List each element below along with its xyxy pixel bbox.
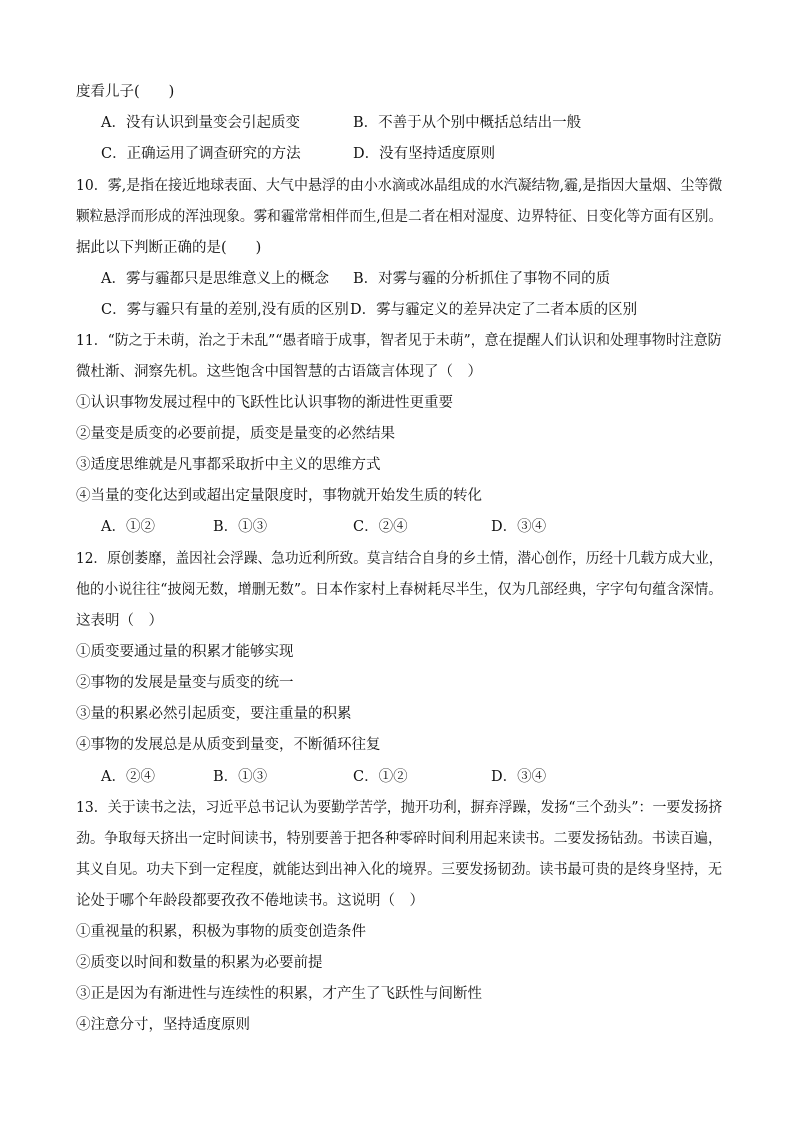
- q10-stem-line: 10．雾,是指在接近地球表面、大气中悬浮的由小水滴或冰晶组成的水汽凝结物,霾,是指因大量烟、尘等微: [76, 178, 723, 194]
- q10-stem-line: 据此以下判断正确的是( ): [76, 240, 262, 256]
- q13-stem-line: 13．关于读书之法，习近平总书记认为要勤学苦学，抛开功利，摒弃浮躁，发扬“三个劲头”：一要发扬挤: [76, 800, 723, 816]
- q12-statement: ②事物的发展是量变与质变的统一: [76, 675, 294, 691]
- q12-choice-b: B．①③: [213, 769, 268, 785]
- q12-statement: ①质变要通过量的积累才能够实现: [76, 644, 294, 660]
- q9-stem-tail: 度看儿子( ): [76, 84, 175, 100]
- q13-statement: ③正是因为有渐进性与连续性的积累，才产生了飞跃性与间断性: [76, 986, 482, 1002]
- q9-option-a: A．没有认识到量变会引起质变: [101, 115, 300, 131]
- q11-choice-d: D．③④: [491, 519, 547, 535]
- q13-statement: ②质变以时间和数量的积累为必要前提: [76, 955, 323, 971]
- q10-option-a: A．雾与霾都只是思维意义上的概念: [101, 271, 329, 287]
- q12-statement: ④事物的发展总是从质变到量变，不断循环往复: [76, 737, 381, 753]
- q12-statement: ③量的积累必然引起质变，要注重量的积累: [76, 706, 352, 722]
- q12-choice-a: A．②④: [101, 769, 155, 785]
- q12-stem-line: 这表明（ ）: [76, 613, 163, 629]
- q11-choice-a: A．①②: [101, 519, 155, 535]
- q13-statement: ④注意分寸，坚持适度原则: [76, 1017, 250, 1033]
- q11-stem-line: 11．“防之于未萌，治之于未乱”“愚者暗于成事，智者见于未萌”，意在提醒人们认识和处理事物时注意防: [76, 333, 722, 349]
- q9-option-b: B．不善于从个别中概括总结出一般: [353, 115, 582, 131]
- q11-choice-b: B．①③: [213, 519, 268, 535]
- q9-option-c: C．正确运用了调查研究的方法: [101, 146, 301, 162]
- q13-stem-line: 论处于哪个年龄段都要孜孜不倦地读书。这说明（ ）: [76, 893, 424, 909]
- q12-choice-d: D．③④: [491, 769, 547, 785]
- q9-option-d: D．没有坚持适度原则: [353, 146, 496, 162]
- q11-stem-line: 微杜渐、洞察先机。这些饱含中国智慧的古语箴言体现了（ ）: [76, 364, 482, 380]
- q10-option-b: B．对雾与霾的分析抓住了事物不同的质: [353, 271, 611, 287]
- q11-choice-c: C．②④: [353, 519, 408, 535]
- q13-stem-line: 劲。争取每天挤出一定时间读书，特别要善于把各种零碎时间利用起来读书。二要发扬钻劲。书读百遍，: [76, 831, 722, 847]
- q11-statement: ③适度思维就是凡事都采取折中主义的思维方式: [76, 457, 381, 473]
- q12-stem-line: 12．原创萎靡，盖因社会浮躁、急功近利所致。莫言结合自身的乡土情，潜心创作，历经十几载方成大业，: [76, 551, 723, 567]
- q13-stem-line: 其义自见。功夫下到一定程度，就能达到出神入化的境界。三要发扬韧劲。读书最可贵的是终身坚持，无: [76, 862, 722, 878]
- q10-option-c: C．雾与霾只有量的差别,没有质的区别: [101, 302, 349, 318]
- q13-statement: ①重视量的积累，积极为事物的质变创造条件: [76, 924, 366, 940]
- q10-stem-line: 颗粒悬浮而形成的浑浊现象。雾和霾常常相伴而生,但是二者在相对湿度、边界特征、日变化等方面有区别。: [76, 209, 723, 225]
- q11-statement: ②量变是质变的必要前提，质变是量变的必然结果: [76, 426, 395, 442]
- q12-choice-c: C．①②: [353, 769, 408, 785]
- q10-option-d: D．雾与霾定义的差异决定了二者本质的区别: [350, 302, 638, 318]
- q11-statement: ①认识事物发展过程中的飞跃性比认识事物的渐进性更重要: [76, 395, 453, 411]
- q12-stem-line: 他的小说往往“披阅无数，增删无数”。日本作家村上春树耗尽半生，仅为几部经典，字字句句蕴含深情。: [76, 582, 723, 598]
- q11-statement: ④当量的变化达到或超出定量限度时，事物就开始发生质的转化: [76, 488, 482, 504]
